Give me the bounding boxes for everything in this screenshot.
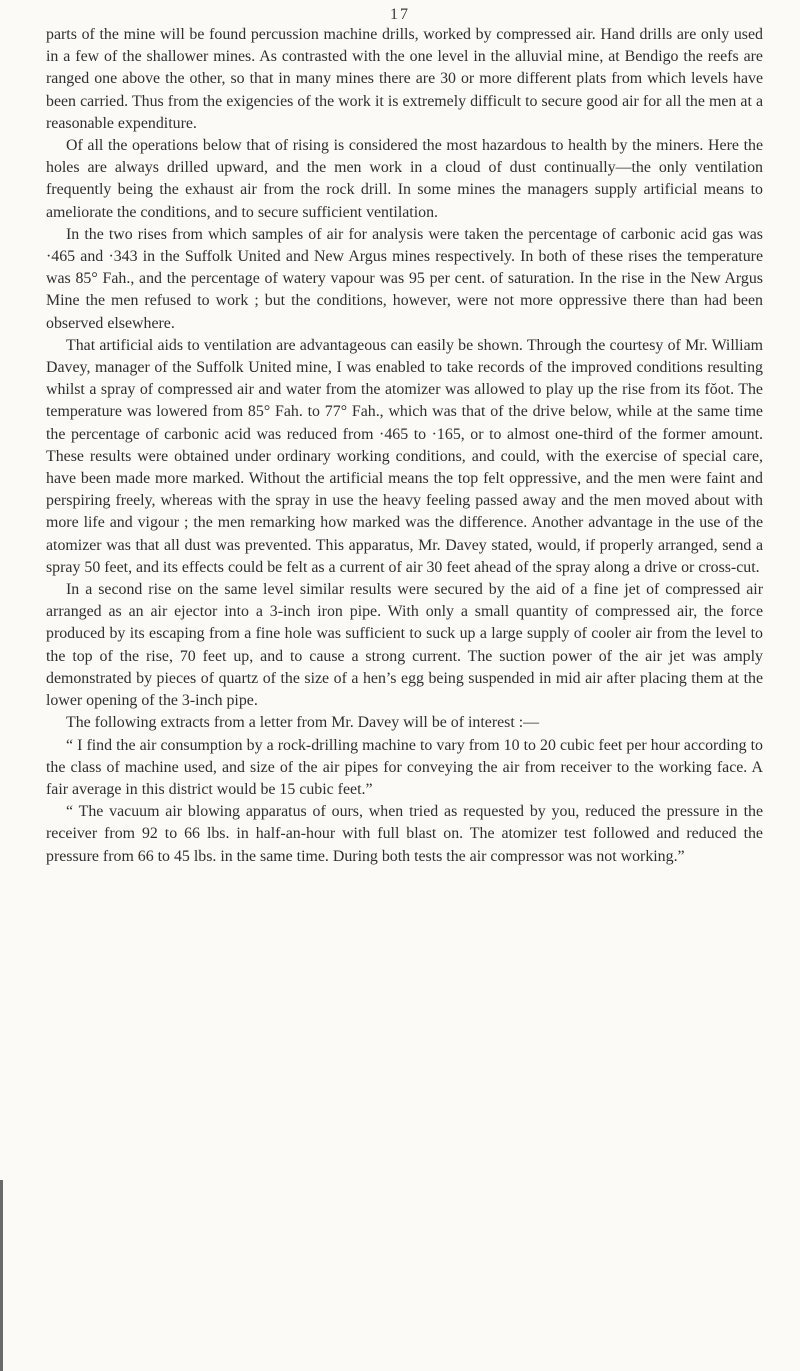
paragraph-5: In a second rise on the same level similar results were secured by the aid of a fine jet of compressed air arranged as an air ejector into a 3-inch iron pipe. With only a small quantity of compressed air, the force produced by its escaping from a fine hole was sufficient to suck up a large supply of cooler air from the level to the top of the rise, 70 feet up, and to cause a strong current. The suction power of the air jet was amply demonstrated by pieces of quartz of the size of a hen’s egg being suspended in mid air after placing them at the lower opening of the 3-inch pipe.	[46, 581, 763, 710]
quote-1: “ I find the air consumption by a rock-drilling machine to vary from 10 to 20 cubic feet per hour according to the class of machine used, and size of the air pipes for conveying the air from receiver to the working face. A fair average in this district would be 15 cubic feet.”	[46, 736, 763, 798]
body-text	[46, 24, 763, 868]
paragraph-1: parts of the mine will be found percussion machine drills, worked by compressed air. Hand drills are only used in a few of the shallower mines. As contrasted with the one level in the alluvial mine, at Bendigo the reefs are ranged one above the other, so that in many mines there are 30 or more different plats from which levels have been carried. Thus from the exigencies of the work it is extremely difficult to secure good air for all the men at a reasonable expenditure.	[46, 26, 763, 132]
paragraph-4: That artificial aids to ventilation are advantageous can easily be shown. Through the courtesy of Mr. William Davey, manager of the Suffolk United mine, I was enabled to take records of the improved conditions resulting whilst a spray of compressed air and water from the atomizer was allowed to play up the rise from its fŏot. The temperature was lowered from 85° Fah. to 77° Fah., which was that of the drive below, while at the same time the percentage of carbonic acid was reduced from ·465 to ·165, or to almost one-third of the former amount. These results were obtained under ordinary working conditions, and could, with the exercise of special care, have been made more marked. Without the artificial means the top felt oppressive, and the men were faint and perspiring freely, whereas with the spray in use the heavy feeling passed away and the men moved about with more life and vigour ; the men remarking how marked was the difference. Another advantage in the use of the atomizer was that all dust was prevented. This apparatus, Mr. Davey stated, would, if properly arranged, send a spray 50 feet, and its effects could be felt as a current of air 30 feet ahead of the spray along a drive or cross-cut.	[46, 336, 763, 576]
scan-edge-shadow	[0, 1180, 3, 1371]
paragraph-6: The following extracts from a letter from Mr. Davey will be of interest :—	[66, 714, 540, 732]
page-number: 17	[390, 6, 410, 23]
quote-2: “ The vacuum air blowing apparatus of ours, when tried as requested by you, reduced the pressure in the receiver from 92 to 66 lbs. in half-an-hour with full blast on. The atomizer test followed and reduced the pressure from 66 to 45 lbs. in the same time. During both tests the air compressor was not working.”	[46, 803, 763, 865]
paragraph-2: Of all the operations below that of rising is considered the most hazardous to health by the miners. Here the holes are always drilled upward, and the men work in a cloud of dust continually—the only ventilation frequently being the exhaust air from the rock drill. In some mines the managers supply artificial means to ameliorate the conditions, and to secure sufficient ventilation.	[46, 137, 763, 221]
paragraph-3: In the two rises from which samples of air for analysis were taken the percentage of carbonic acid gas was ·465 and ·343 in the Suffolk United and New Argus mines respectively. In both of these rises the temperature was 85° Fah., and the percentage of watery vapour was 95 per cent. of saturation. In the rise in the New Argus Mine the men refused to work ; but the conditions, however, were not more oppressive there than had been observed elsewhere.	[46, 225, 763, 332]
